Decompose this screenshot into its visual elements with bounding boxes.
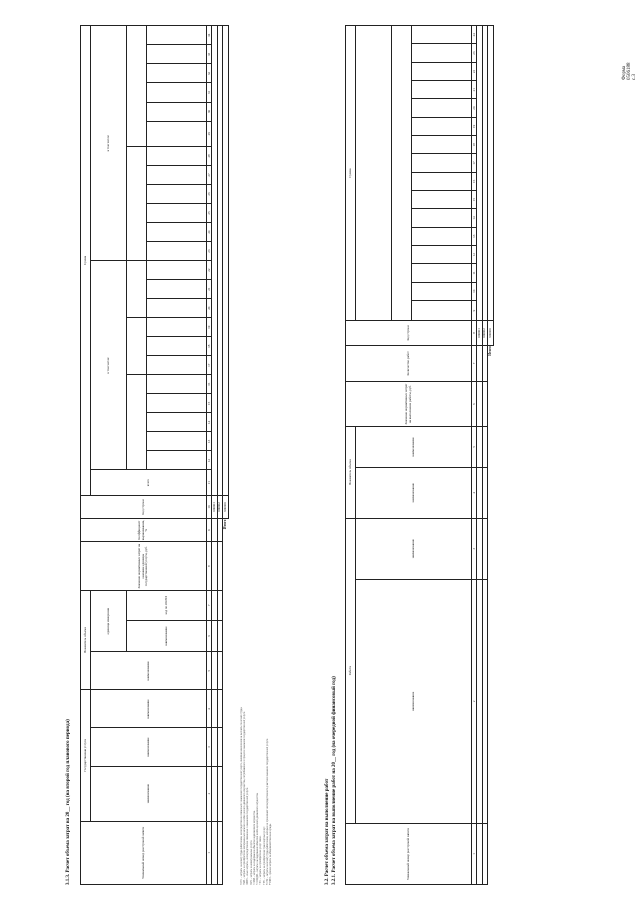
col-num: 16 (207, 375, 212, 394)
s2-hc (412, 264, 472, 282)
footnote: ¹⁰ ПНЗ – прочие затраты на общехозяйственные нужды. (269, 823, 273, 885)
row-code: 000002 (482, 321, 487, 345)
row-code: 000002 (217, 495, 222, 518)
col-num: 31 (207, 83, 212, 102)
col-num: 23 (472, 44, 477, 62)
header-ot1 (127, 375, 147, 470)
col-num: 22 (207, 261, 212, 280)
col-num: 10 (207, 495, 212, 518)
s2-hc (412, 300, 472, 320)
section-1 (66, 25, 273, 885)
s2-hc (412, 209, 472, 227)
s2-header-indicator: Показатель объема (346, 427, 356, 519)
col-num: 29 (207, 121, 212, 146)
s2-header-name: наименование (356, 579, 472, 823)
header-value: Значение нормативных затрат на оказание единицы государственной услуги, руб. (81, 542, 207, 591)
col-num: 23 (207, 242, 212, 261)
footnote: ² МЗ – затраты на приобретение материальных запасов и особо ценного движимого имущества, потребляемого в процессе оказания государственной услуги. (243, 711, 247, 885)
header-service-name-2: наименование (91, 728, 207, 766)
s2-hc (412, 227, 472, 245)
col-num: 20 (207, 299, 212, 318)
col-num: 1 (472, 823, 477, 884)
col-num: 24 (207, 223, 212, 242)
hc-4 (147, 394, 207, 413)
header-unit-code: код по ОКЕИ (127, 591, 207, 621)
s2-hc (412, 44, 472, 62)
footnote: ⁸ ТУ – затраты на приобретение транспортных услуг. (262, 826, 266, 885)
hc-18 (147, 121, 207, 146)
hc-21 (147, 64, 207, 83)
hc-14 (147, 204, 207, 223)
hc-10 (147, 280, 207, 299)
col-num: 13 (472, 227, 477, 245)
hc-8 (147, 318, 207, 337)
hc-17 (147, 146, 207, 165)
header-mz (127, 318, 147, 375)
hc-15 (147, 184, 207, 203)
s2-hc (412, 81, 472, 99)
col-num: 13 (207, 432, 212, 451)
hc-12 (147, 242, 207, 261)
header-unique: Уникальный номер реестровой записи (81, 821, 207, 884)
col-num: 25 (207, 204, 212, 223)
footnotes (240, 25, 272, 885)
section-1-table (80, 25, 229, 885)
section-2-table (345, 25, 494, 885)
s2-hc (412, 136, 472, 154)
col-num: 4 (207, 690, 212, 728)
hc-1 (147, 451, 207, 470)
header-indicator-name: наименование (91, 652, 207, 690)
col-num: 5 (472, 427, 477, 468)
s2-header-unique: Уникальный номер реестровой записи (346, 823, 472, 884)
header-service-name-3: наименование (91, 690, 207, 728)
col-num: 28 (207, 146, 212, 165)
s2-header-name-4: наименование (356, 427, 472, 468)
header-general-a (127, 146, 147, 260)
col-num: 22 (472, 62, 477, 80)
col-num: 30 (207, 102, 212, 121)
s2-header-rows: Код строки (346, 321, 472, 345)
header-service: Государственная услуга (81, 690, 91, 821)
header-unit-name: наименование (127, 620, 207, 652)
s2-hc (412, 245, 472, 263)
hc-19 (147, 102, 207, 121)
s2-hc (412, 26, 472, 45)
hc-11 (147, 261, 207, 280)
s2-header-blank-2 (392, 26, 412, 321)
header-sum: Сумма (81, 26, 91, 496)
col-num: 2 (207, 766, 212, 821)
footnote: ³ ИНЗ – иные затраты, непосредственно связанные с оказанием государственной услуги. (246, 787, 250, 885)
col-num: 18 (472, 136, 477, 154)
col-num: 9 (472, 300, 477, 320)
section-2-title: 3.2. Расчет объема затрат на выполнение работ (325, 778, 330, 885)
col-num: 11 (207, 470, 212, 495)
col-num: 27 (207, 165, 212, 184)
col-num: 19 (472, 117, 477, 135)
footnote: ¹ ОТ1 – затраты на оплату труда работников, непосредственно связанных с оказанием государственной услуги, включая начисления на выплаты по оплате труда. (240, 706, 243, 885)
s2-header-name-3: наименование (356, 467, 472, 518)
col-num: 6 (207, 620, 212, 652)
hc-16 (147, 165, 207, 184)
col-num: 2 (472, 579, 477, 823)
hc-13 (147, 223, 207, 242)
col-num: 4 (472, 467, 477, 518)
hc-3 (147, 413, 207, 432)
header-inz (127, 261, 147, 318)
col-num: 17 (207, 356, 212, 375)
col-num: 16 (472, 172, 477, 190)
col-num: 11 (472, 264, 477, 282)
s2-hc (412, 117, 472, 135)
header-indicator: Показатель объема (81, 591, 91, 690)
hc-6 (147, 356, 207, 375)
section-2 (325, 25, 494, 885)
hc-23 (147, 26, 207, 45)
hc-2 (147, 432, 207, 451)
col-num: 20 (472, 99, 477, 117)
s2-header-work: Работа (346, 518, 356, 823)
header-unit: единица измерения (91, 591, 127, 652)
col-num: 33 (207, 45, 212, 64)
col-num: 9 (207, 519, 212, 542)
hc-5 (147, 375, 207, 394)
header-rows: Код строки (81, 495, 207, 518)
header-total: всего (91, 470, 207, 495)
section-2-subtitle: 3.2.1. Расчет объема затрат на выполнение работ на 20__ год (на очередной финансовый год) (332, 676, 337, 885)
col-num: 26 (207, 184, 212, 203)
col-num: 21 (472, 81, 477, 99)
col-num: 17 (472, 154, 477, 172)
col-num: 6 (472, 382, 477, 427)
s2-header-value: Значение нормативных затрат на выполнение работы, руб. (346, 382, 472, 427)
total-row (223, 26, 229, 885)
s2-hc (412, 154, 472, 172)
footnote: ⁷ УС – затраты на приобретение услуг связи. (259, 835, 263, 885)
col-num: 8 (207, 542, 212, 591)
col-num: 34 (207, 26, 212, 45)
col-num: 12 (472, 245, 477, 263)
header-service-name: наименование (91, 766, 207, 821)
section-1-title: 3.1.3. Расчет объема затрат на 20__ год (на второй год планового периода) (66, 719, 71, 885)
s2-header-count: Количество работ (346, 345, 472, 382)
s2-header-sum: Сумма (346, 26, 356, 321)
col-num: 18 (207, 337, 212, 356)
s2-hc (412, 62, 472, 80)
total-code: 900000 (223, 495, 229, 518)
col-num: 10 (472, 282, 477, 300)
row-code: 000001 (477, 321, 482, 345)
col-num: 12 (207, 451, 212, 470)
col-num: 15 (207, 394, 212, 413)
cell[interactable] (488, 26, 494, 321)
col-num: 1 (207, 821, 212, 884)
header-coef: Коэффициент выравнивания, % (81, 519, 207, 542)
hc-9 (147, 299, 207, 318)
col-num: 15 (472, 191, 477, 209)
header-incl-general: в том числе: (91, 26, 127, 261)
total-label: Итого (222, 519, 227, 530)
header-incl-direct: в том числе: (91, 261, 127, 470)
col-num: 7 (207, 591, 212, 621)
total-label: Итого (487, 346, 492, 356)
hc-7 (147, 337, 207, 356)
total-row (488, 26, 494, 885)
col-num: 3 (207, 728, 212, 766)
col-num: 3 (472, 518, 477, 579)
s2-hc (412, 99, 472, 117)
col-num: 8 (472, 321, 477, 345)
col-num: 14 (472, 209, 477, 227)
form-reference: Форма 0506188 с.3 (622, 62, 637, 80)
s2-header-name-2: наименование (356, 518, 472, 579)
col-num: 32 (207, 64, 212, 83)
hc-22 (147, 45, 207, 64)
s2-header-blank (356, 26, 392, 321)
col-num: 24 (472, 26, 477, 45)
s2-hc (412, 172, 472, 190)
s2-hc (412, 282, 472, 300)
footnote: ⁹ ОТ2 – затраты на оплату труда работников, которые не принимают непосредственного участия в оказании государственной услуги. (265, 738, 269, 885)
cell[interactable] (223, 26, 229, 496)
total-code: 900000 (488, 321, 494, 345)
col-num: 21 (207, 280, 212, 299)
footnote: ⁵ СНИ – затраты на содержание объектов недвижимого имущества. (252, 810, 256, 885)
hc-20 (147, 83, 207, 102)
col-num: 14 (207, 413, 212, 432)
col-num: 7 (472, 345, 477, 382)
col-num: 19 (207, 318, 212, 337)
footnote: ⁶ СОЦДИ – затраты на содержание объектов особо ценного движимого имущества. (256, 792, 260, 885)
col-num: 5 (207, 652, 212, 690)
s2-hc (412, 191, 472, 209)
header-general-b (127, 26, 147, 147)
row-code: 000001 (212, 495, 217, 518)
footnote: ⁴ КУ – затраты на коммунальные услуги. (249, 839, 253, 885)
